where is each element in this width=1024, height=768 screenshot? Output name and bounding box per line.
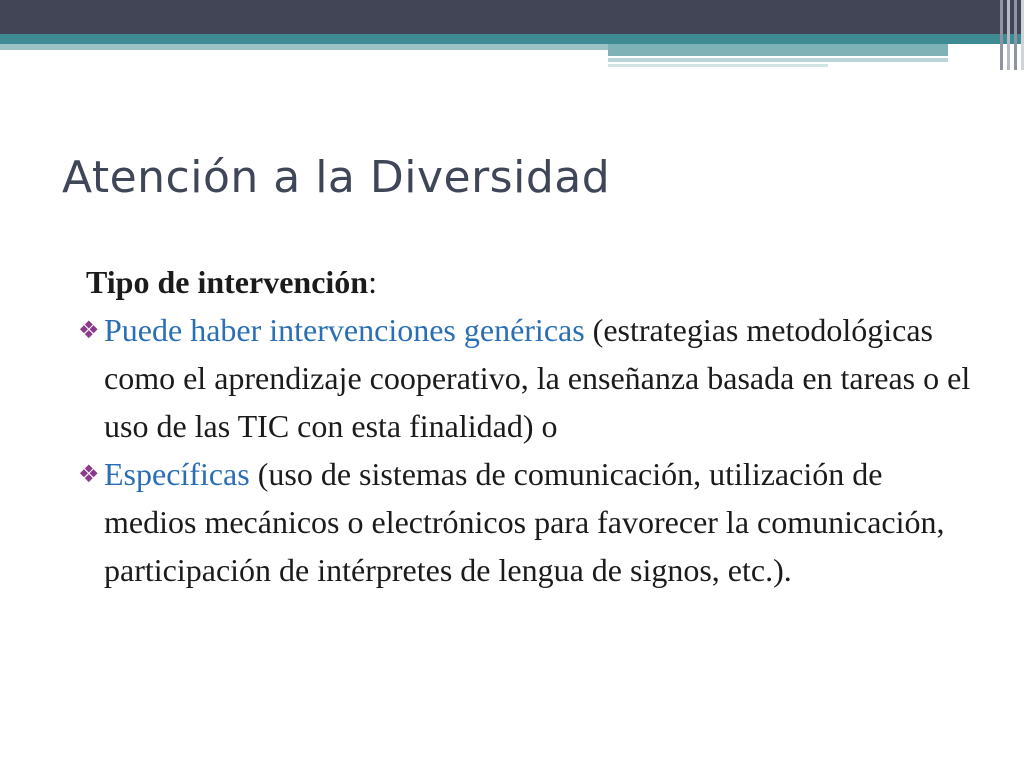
bullet-item [78, 306, 978, 450]
slide-body [78, 258, 978, 594]
bullet-highlight: Puede haber intervenciones genéricas [104, 312, 585, 348]
header-dark-bar [0, 0, 1024, 34]
bullet-highlight: Específicas [104, 456, 250, 492]
four-diamond-bullet-icon: ❖ [78, 460, 100, 488]
header-vertical-lines [988, 0, 1024, 70]
bullet-item [78, 450, 978, 594]
header-light-teal-bar [0, 44, 608, 50]
bullet-text: (estrategias metodológicas como el aprendizaje cooperativo, la enseñanza basada en tareas o el uso de las TIC con esta finalidad) o [104, 312, 971, 444]
bullet-text: (uso de sistemas de comunicación, utilización de medios mecánicos o electrónicos para favorecer la comunicación, participación de intérpretes de lengua de signos, etc.). [104, 456, 945, 588]
slide-title: Atención a la Diversidad [62, 152, 611, 203]
header-accent-bar [608, 64, 828, 67]
subheading [78, 258, 978, 306]
four-diamond-bullet-icon: ❖ [78, 316, 100, 344]
header-accent-bar [608, 44, 948, 56]
header-accent-bar [608, 58, 948, 62]
header-teal-bar [0, 34, 1024, 44]
subheading-label: Tipo de intervención [86, 264, 369, 300]
subheading-colon: : [368, 264, 377, 300]
